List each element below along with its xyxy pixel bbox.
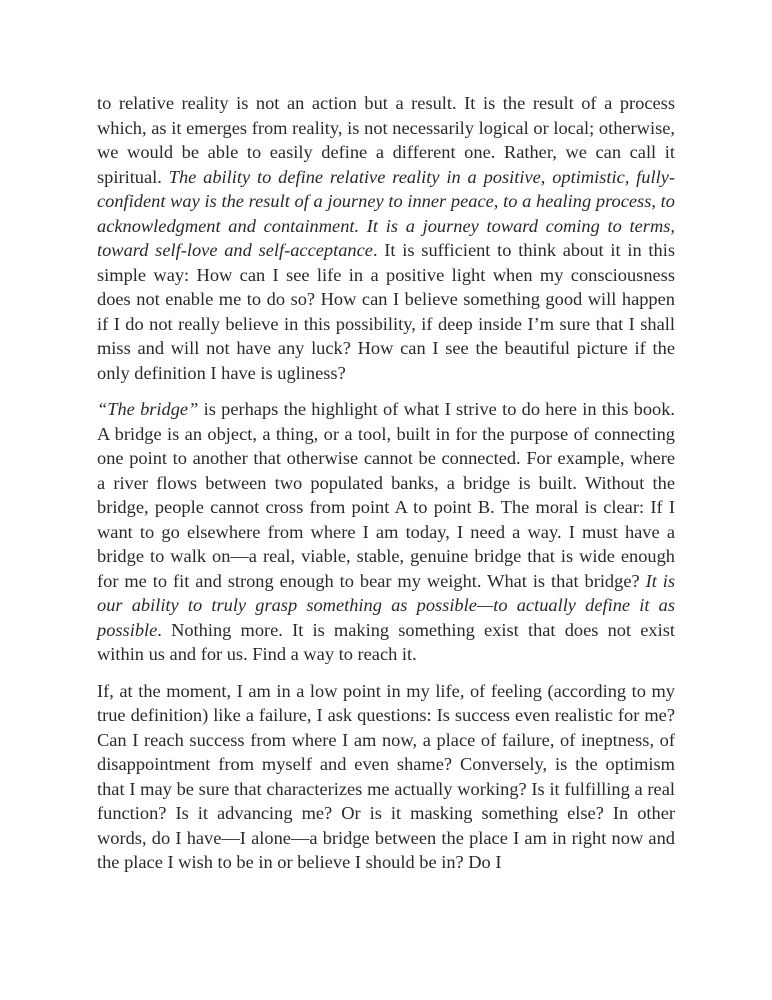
italic-segment: “The bridge” — [97, 399, 199, 419]
paragraph-relative-reality — [97, 91, 675, 385]
italic-segment: It is our ability to truly grasp something as possible—to actually define it as possible — [97, 570, 675, 640]
text-segment: . It is sufficient to think about it in this simple way: How can I see life in a positive light when my consciousness does not enable me to do so? How can I believe something good will happen if I do not really believe in this possibility, if deep inside I’m sure that I shall miss and will not have any luck? How can I see the beautiful picture if the only definition I have is ugliness? — [97, 240, 675, 383]
text-segment: to relative reality is not an action but a result. It is the result of a process which, as it emerges from reality, is not necessarily logical or local; otherwise, we would be able to easily define a different one. Rather, we can call it spiritual. — [97, 93, 675, 187]
paragraph-the-bridge — [97, 397, 675, 667]
document-page — [97, 91, 675, 887]
italic-segment: The ability to define relative reality in a positive, optimistic, fully-confident way is the result of a journey to inner peace, to a healing process, to acknowledgment and containment. It is a journey toward coming to terms, toward self-love and self-acceptance — [97, 166, 675, 260]
text-segment: is perhaps the highlight of what I strive to do here in this book. A bridge is an object, a thing, or a tool, built in for the purpose of connecting one point to another that otherwise cannot be connected. For example, where a river flows between two populated banks, a bridge is built. Without the bridge, people cannot cross from point A to point B. The moral is clear: If I want to go elsewhere from where I am today, I need a way. I must have a bridge to walk on—a real, viable, stable, genuine bridge that is wide enough for me to fit and strong enough to bear my weight. What is that bridge? — [97, 399, 676, 591]
paragraph-low-point — [97, 679, 675, 875]
text-segment: If, at the moment, I am in a low point in my life, of feeling (according to my true definition) like a failure, I ask questions: Is success even realistic for me? Can I reach success from where I am now, a place of failure, of ineptness, of disappointment from myself and even shame? Conversely, is the optimism that I may be sure that characterizes me actually working? Is it fulfilling a real function? Is it advancing me? Or is it masking something else? In other words, do I have—I alone—a bridge between the place I am in right now and the place I wish to be in or believe I should be in? Do I — [97, 680, 675, 872]
text-segment: . Nothing more. It is making something exist that does not exist within us and for us. Find a way to reach it. — [97, 619, 675, 664]
